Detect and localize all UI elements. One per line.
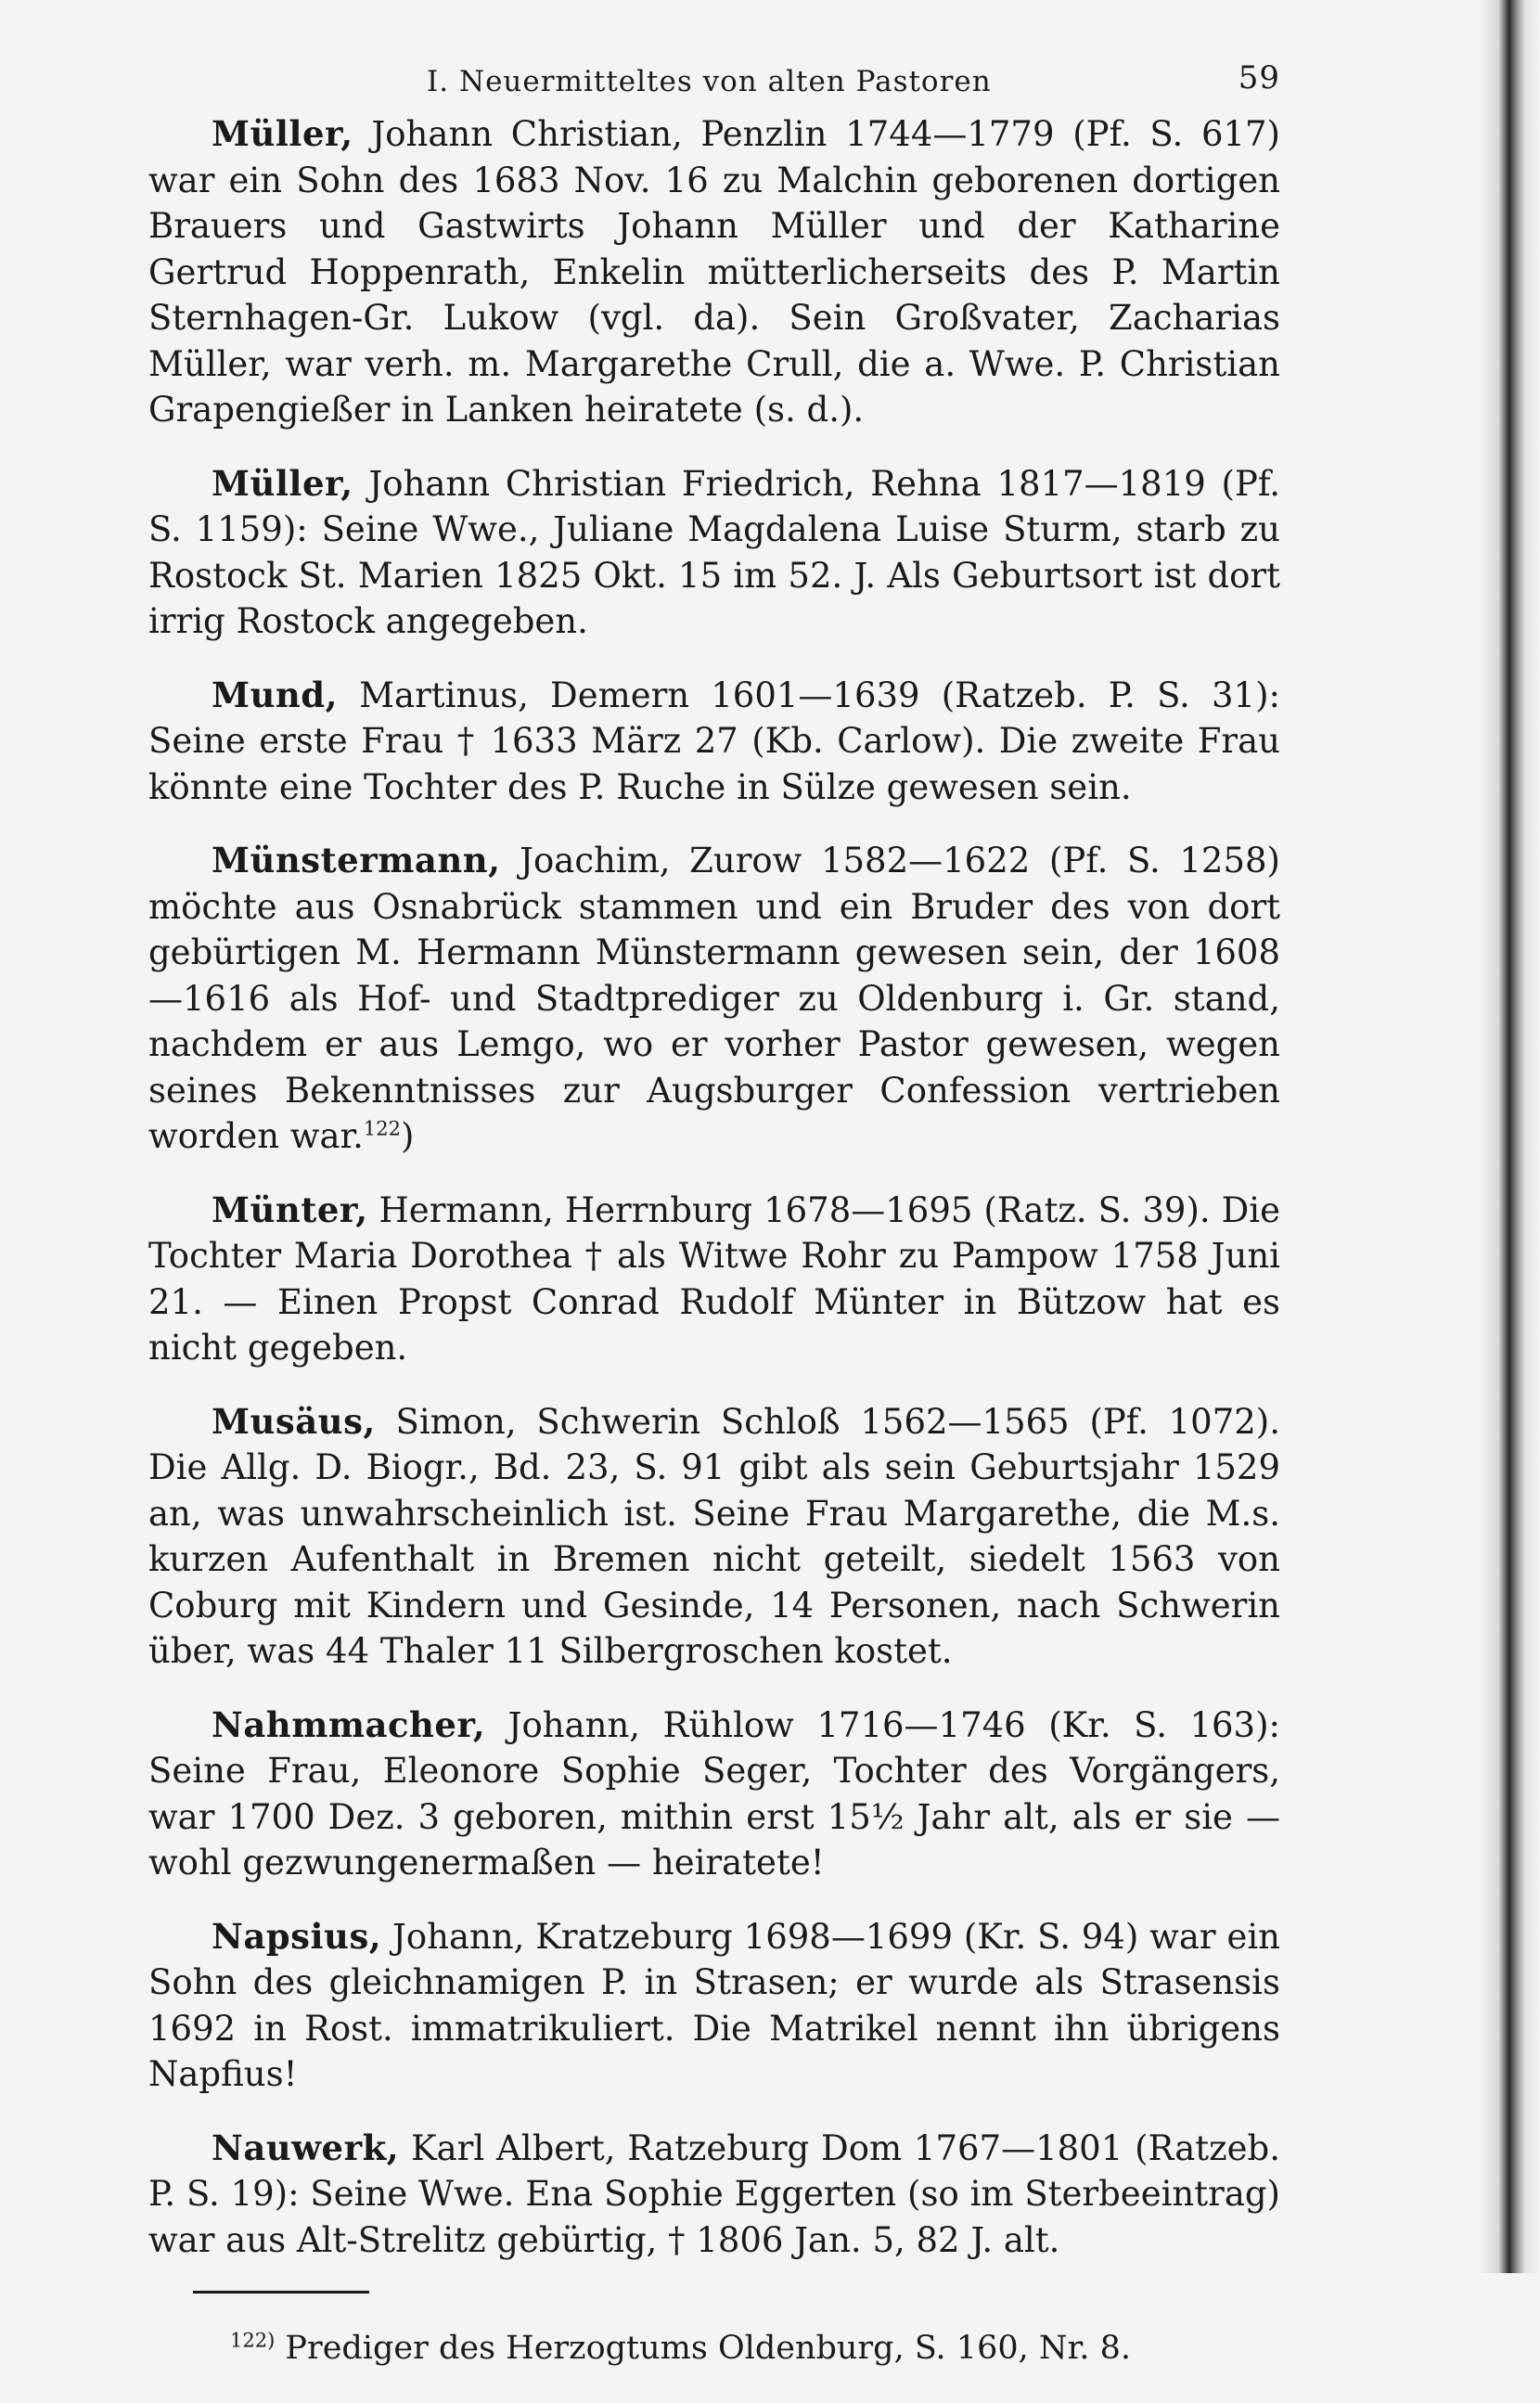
page-number: 59 <box>1238 59 1280 96</box>
entry-mueller-johann-christian <box>148 111 1280 433</box>
entry-text: Karl Albert, Ratzeburg Dom 1767—1801 (Ratzeb. P. S. 19): Seine Wwe. Ena Sophie Eggerten (so im Sterbeeintrag) war aus Alt-Strelitz gebürtig, † 1806 Jan. 5, 82 J. alt. <box>148 2127 1280 2260</box>
entry-mund <box>148 673 1280 811</box>
entry-text: Joachim, Zurow 1582—1622 (Pf. S. 1258) möchte aus Osnabrück stammen und ein Bruder des von dort gebürtigen M. Hermann Münstermann gewesen sein, der 1608—1616 als Hof- und Stadtprediger zu Oldenburg i. Gr. stand, nachdem er aus Lemgo, wo er vorher Pastor gewesen, wegen seines Bekenntnisses zur Augsburger Confession vertrieben worden war. <box>148 841 1280 1156</box>
header-title: I. Neuermitteltes von alten Pastoren <box>427 65 992 98</box>
entry-name: Müller, <box>212 113 353 154</box>
entry-text-tail: ) <box>401 1116 415 1156</box>
entry-text: Martinus, Demern 1601—1639 (Ratzeb. P. S. 31): Seine erste Frau † 1633 März 27 (Kb. Carlow). Die zweite Frau könnte eine Tochter des P. Ruche in Sülze gewesen sein. <box>148 675 1280 807</box>
entry-napsius <box>148 1914 1280 2098</box>
footnote-marker: 122) <box>230 2329 276 2352</box>
entry-muenstermann <box>148 838 1280 1160</box>
book-spine <box>1481 0 1540 2273</box>
entry-muenter <box>148 1188 1280 1371</box>
page <box>148 56 1280 2403</box>
running-header <box>148 56 1280 111</box>
entry-mueller-johann-christian-friedrich <box>148 461 1280 645</box>
entry-text: Johann, Rühlow 1716—1746 (Kr. S. 163): Seine Frau, Eleonore Sophie Seger, Tochter des Vorgängers, war 1700 Dez. 3 geboren, mithin erst 15½ Jahr alt, als er sie — wohl gezwungenermaßen — heiratete! <box>148 1704 1280 1883</box>
entry-name: Münstermann, <box>212 840 501 880</box>
entry-text: Johann Christian, Penzlin 1744—1779 (Pf. S. 617) war ein Sohn des 1683 Nov. 16 zu Malchin geborenen dortigen Brauers und Gastwirts Johann Müller und der Katharine Gertrud Hoppenrath, Enkelin mütterlicherseits des P. Martin Sternhagen-Gr. Lukow (vgl. da). Sein Großvater, Zacharias Müller, war verh. m. Margarethe Crull, die a. Wwe. P. Christian Grapengießer in Lanken heiratete (s. d.). <box>148 114 1280 430</box>
entry-nahmmacher <box>148 1703 1280 1886</box>
footnote-text: Prediger des Herzogtums Oldenburg, S. 160, Nr. 8. <box>275 2330 1132 2367</box>
footnote <box>230 2326 1280 2371</box>
entry-name: Münter, <box>212 1189 368 1230</box>
entry-text: Simon, Schwerin Schloß 1562—1565 (Pf. 1072). Die Allg. D. Biogr., Bd. 23, S. 91 gibt als sein Geburtsjahr 1529 an, was unwahrscheinlich ist. Seine Frau Margarethe, die M.s. kurzen Aufenthalt in Bremen nicht geteilt, siedelt 1563 von Coburg mit Kindern und Gesinde, 14 Personen, nach Schwerin über, was 44 Thaler 11 Silbergroschen kostet. <box>148 1401 1280 1671</box>
entry-name: Nauwerk, <box>212 2127 400 2168</box>
entry-text: Johann, Kratzeburg 1698—1699 (Kr. S. 94) war ein Sohn des gleichnamigen P. in Strasen; er wurde als Strasensis 1692 in Rost. immatrikuliert. Die Matrikel nennt ihn übrigens Napfius! <box>148 1916 1280 2094</box>
entry-name: Müller, <box>212 462 353 504</box>
entry-nauwerk <box>148 2126 1280 2264</box>
entry-text: Hermann, Herrnburg 1678—1695 (Ratz. S. 39). Die Tochter Maria Dorothea † als Witwe Rohr zu Pampow 1758 Juni 21. — Einen Propst Conrad Rudolf Münter in Bützow hat es nicht gegeben. <box>148 1189 1280 1368</box>
entry-text: Johann Christian Friedrich, Rehna 1817—1819 (Pf. S. 1159): Seine Wwe., Juliane Magdalena Luise Sturm, starb zu Rostock St. Marien 1825 Okt. 15 im 52. J. Als Geburtsort ist dort irrig Rostock angegeben. <box>148 463 1280 641</box>
entry-name: Musäus, <box>212 1400 376 1442</box>
entry-musaeus <box>148 1399 1280 1675</box>
entry-name: Napsius, <box>212 1915 382 1957</box>
entry-name: Nahmmacher, <box>212 1703 486 1745</box>
entry-name: Mund, <box>212 674 339 715</box>
footnote-divider <box>193 2291 369 2294</box>
footnote-ref: 122 <box>363 1117 402 1140</box>
